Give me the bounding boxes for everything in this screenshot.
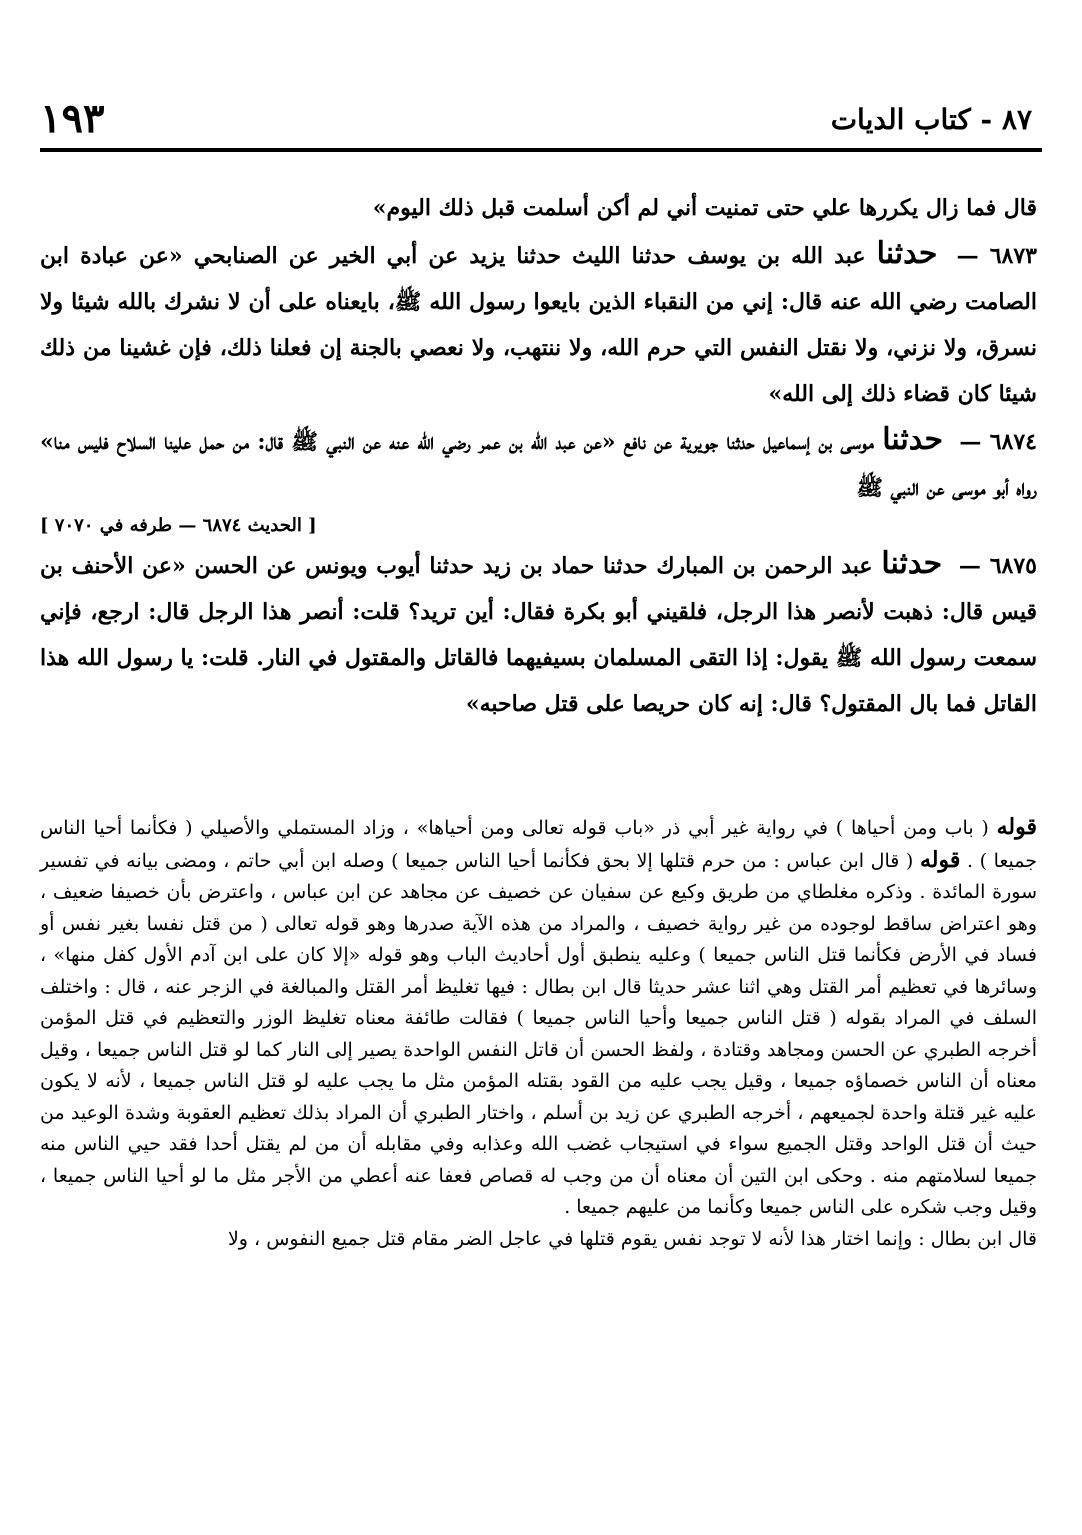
commentary-paragraph: [40, 812, 1037, 1224]
qawluh-label: قوله: [919, 846, 961, 873]
opening-line: قال فما زال يكررها علي حتى تمنيت أني لم أكن أسلمت قبل ذلك اليوم»: [372, 195, 1037, 221]
commentary-paragraph: قال ابن بطال : وإنما اختار هذا لأنه لا توجد نفس يقوم قتلها في عاجل الضر مقام قتل جميع النفوس ، ولا: [227, 1227, 1037, 1250]
header-rule: [40, 148, 1042, 152]
page-number: ١٩٣: [40, 95, 105, 142]
hadith-text: عبد الله بن يوسف حدثنا الليث حدثنا يزيد عن أبي الخير عن الصنابحي «عن عبادة ابن الصامت رضي الله عنه قال: إني من النقباء الذين بايعوا رسول الله ﷺ، بايعناه على أن لا نشرك بالله شيئا ولا نسرق، ولا نزني، ولا نقتل النفس التي حرم الله، ولا ننتهب، ولا نعصي بالجنة إن فعلنا ذلك، فإن غشينا من ذلك شيئا كان قضاء ذلك إلى الله»: [40, 243, 1037, 407]
hadith-6873: [40, 231, 1037, 417]
hadith-block: [40, 185, 1037, 727]
page-header: [40, 95, 1032, 150]
haddatha-word: حدثنا: [881, 546, 943, 581]
haddatha-word: حدثنا: [882, 422, 944, 457]
commentary-text: ( باب ومن أحياها ) في رواية غير أبي ذر «باب قوله تعالى ومن أحياها» ، وزاد المستملي والأصيلي ( فكأنما أحيا الناس جميعا ) .: [40, 817, 1037, 872]
hadith-text: عبد الرحمن بن المبارك حدثنا حماد بن زيد حدثنا أيوب ويونس عن الحسن «عن الأحنف بن قيس قال: ذهبت لأنصر هذا الرجل، فلقيني أبو بكرة فقال: أين تريد؟ قلت: أنصر هذا الرجل قال: ارجع، فإني سمعت رسول الله ﷺ يقول: إذا التقى المسلمان بسيفيهما فالقاتل والمقتول في النار. قلت: يا رسول الله هذا القاتل فما بال المقتول؟ قال: إنه كان حريصا على قتل صاحبه»: [40, 553, 1037, 717]
hadith-6875: [40, 541, 1037, 727]
hadith-text: موسى بن إسماعيل حدثنا جويرية عن نافع «عن عبد الله بن عمر رضي الله عنه عن النبي ﷺ قال: من حمل علينا السلاح فليس منا» رواه أبو موسى عن النبي ﷺ: [40, 429, 1037, 501]
hadith-reference: [ الحديث ٦٨٧٤ — طرفه في ٧٠٧٠ ]: [40, 515, 317, 536]
hadith-number: ٦٨٧٣ —: [956, 243, 1037, 269]
hadith-6874: [40, 417, 1037, 511]
commentary-block: [40, 812, 1037, 1255]
commentary-text: ( قال ابن عباس : من حرم قتلها إلا بحق فكأنما أحيا الناس جميعا ) وصله ابن أبي حاتم ، ومضى بيانه في تفسير سورة المائدة . وذكره مغلطاي من طريق وكيع عن سفيان عن خصيف عن مجاهد عن ابن عباس ، واعترض بأن خصيفا ضعيف ، وهو اعتراض ساقط لوجوده من غير رواية خصيف ، والمراد من هذه الآية صدرها وهو قوله تعالى ( من قتل نفسا بغير نفس أو فساد في الأرض فكأنما قتل الناس جميعا ) وعليه ينطبق أول أحاديث الباب وهو قوله «إلا كان على ابن آدم الأول كفل منها» ، وسائرها في تعظيم أمر القتل وهي اثنا عشر حديثا قال ابن بطال : فيها تغليظ أمر القتل والمبالغة في الزجر عنه ، قال : واختلف السلف في المراد بقوله ( قتل الناس جميعا وأحيا الناس جميعا ) فقالت طائفة معناه تغليظ الوزر والتعظيم في قتل المؤمن أخرجه الطبري عن الحسن ومجاهد وقتادة ، ولفظ الحسن أن قاتل النفس الواحدة يصير إلى النار كما لو قتل الناس جميعا ، وقيل معناه أن الناس خصماؤه جميعا ، وقيل يجب عليه من القود بقتله المؤمن مثل ما يجب عليه لو قتل الناس جميعا ، لأنه لا يكون عليه غير قتلة واحدة لجميعهم ، أخرجه الطبري عن زيد بن أسلم ، واختار الطبري أن المراد بذلك تعظيم العقوبة وشدة الوعيد من حيث أن قتل الواحد وقتل الجميع سواء في استيجاب غضب الله وعذابه وفي مقابله أن من لم يقتل أحدا فقد حيي الناس منه جميعا لسلامتهم منه . وحكى ابن التين أن معناه أن من وجب له قصاص فعفا عنه أعطي من الأجر مثل ما لو أحيا الناس جميعا ، وقيل وجب شكره على الناس جميعا وكأنما من عليهم جميعا .: [40, 849, 1037, 1218]
hadith-number: ٦٨٧٤ —: [959, 429, 1037, 455]
haddatha-word: حدثنا: [876, 236, 938, 271]
hadith-number: ٦٨٧٥ —: [958, 553, 1037, 579]
qawluh-label: قوله: [996, 814, 1037, 840]
chapter-title: ٨٧ - كتاب الديات: [830, 103, 1032, 136]
